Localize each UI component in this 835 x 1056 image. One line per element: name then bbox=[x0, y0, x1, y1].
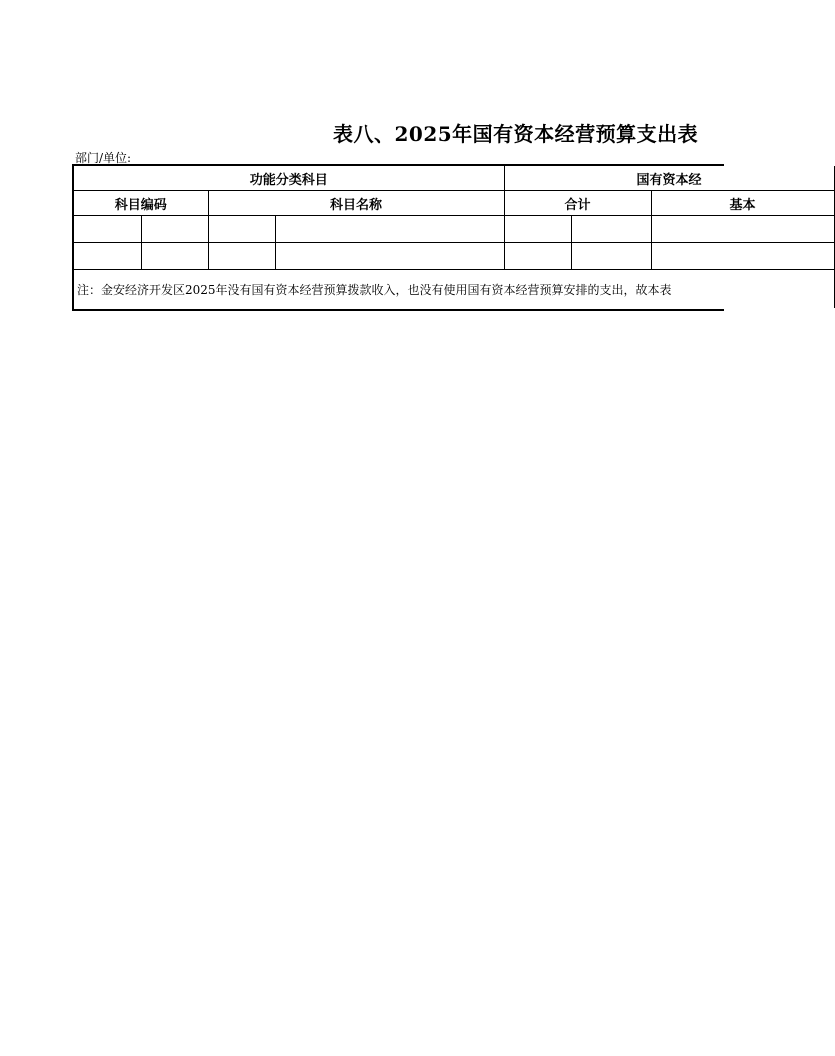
table-cell bbox=[504, 216, 571, 243]
table-cell bbox=[651, 243, 834, 270]
note-row bbox=[74, 270, 834, 309]
department-unit-label: 部门/单位: bbox=[75, 151, 132, 165]
soe-budget-header: 国有资本经 bbox=[504, 166, 834, 191]
subject-name-header: 科目名称 bbox=[208, 191, 504, 216]
table-cell bbox=[74, 243, 141, 270]
expenditure-table-container bbox=[72, 164, 756, 311]
table-cell bbox=[208, 216, 275, 243]
basic-expenditure-header: 基本 bbox=[651, 191, 834, 216]
table-cell bbox=[141, 216, 208, 243]
table-cell bbox=[651, 216, 834, 243]
soe-budget-expenditure-table bbox=[74, 166, 835, 308]
table-row bbox=[74, 243, 834, 270]
table-cell bbox=[141, 243, 208, 270]
total-header: 合计 bbox=[504, 191, 651, 216]
column-header-row bbox=[74, 191, 834, 216]
table-cell bbox=[275, 243, 504, 270]
table-cell bbox=[571, 243, 651, 270]
table-cell bbox=[74, 216, 141, 243]
table-note: 注：金安经济开发区2025年没有国有资本经营预算拨款收入，也没有使用国有资本经营预算安排的支出，故本表 bbox=[74, 270, 834, 309]
group-header-row bbox=[74, 166, 834, 191]
table-cell bbox=[504, 243, 571, 270]
table-cell bbox=[571, 216, 651, 243]
functional-classification-header: 功能分类科目 bbox=[74, 166, 504, 191]
table-cell bbox=[275, 216, 504, 243]
page-title: 表八、2025年国有资本经营预算支出表 bbox=[333, 122, 699, 146]
subject-code-header: 科目编码 bbox=[74, 191, 208, 216]
table-row bbox=[74, 216, 834, 243]
table-cell bbox=[208, 243, 275, 270]
